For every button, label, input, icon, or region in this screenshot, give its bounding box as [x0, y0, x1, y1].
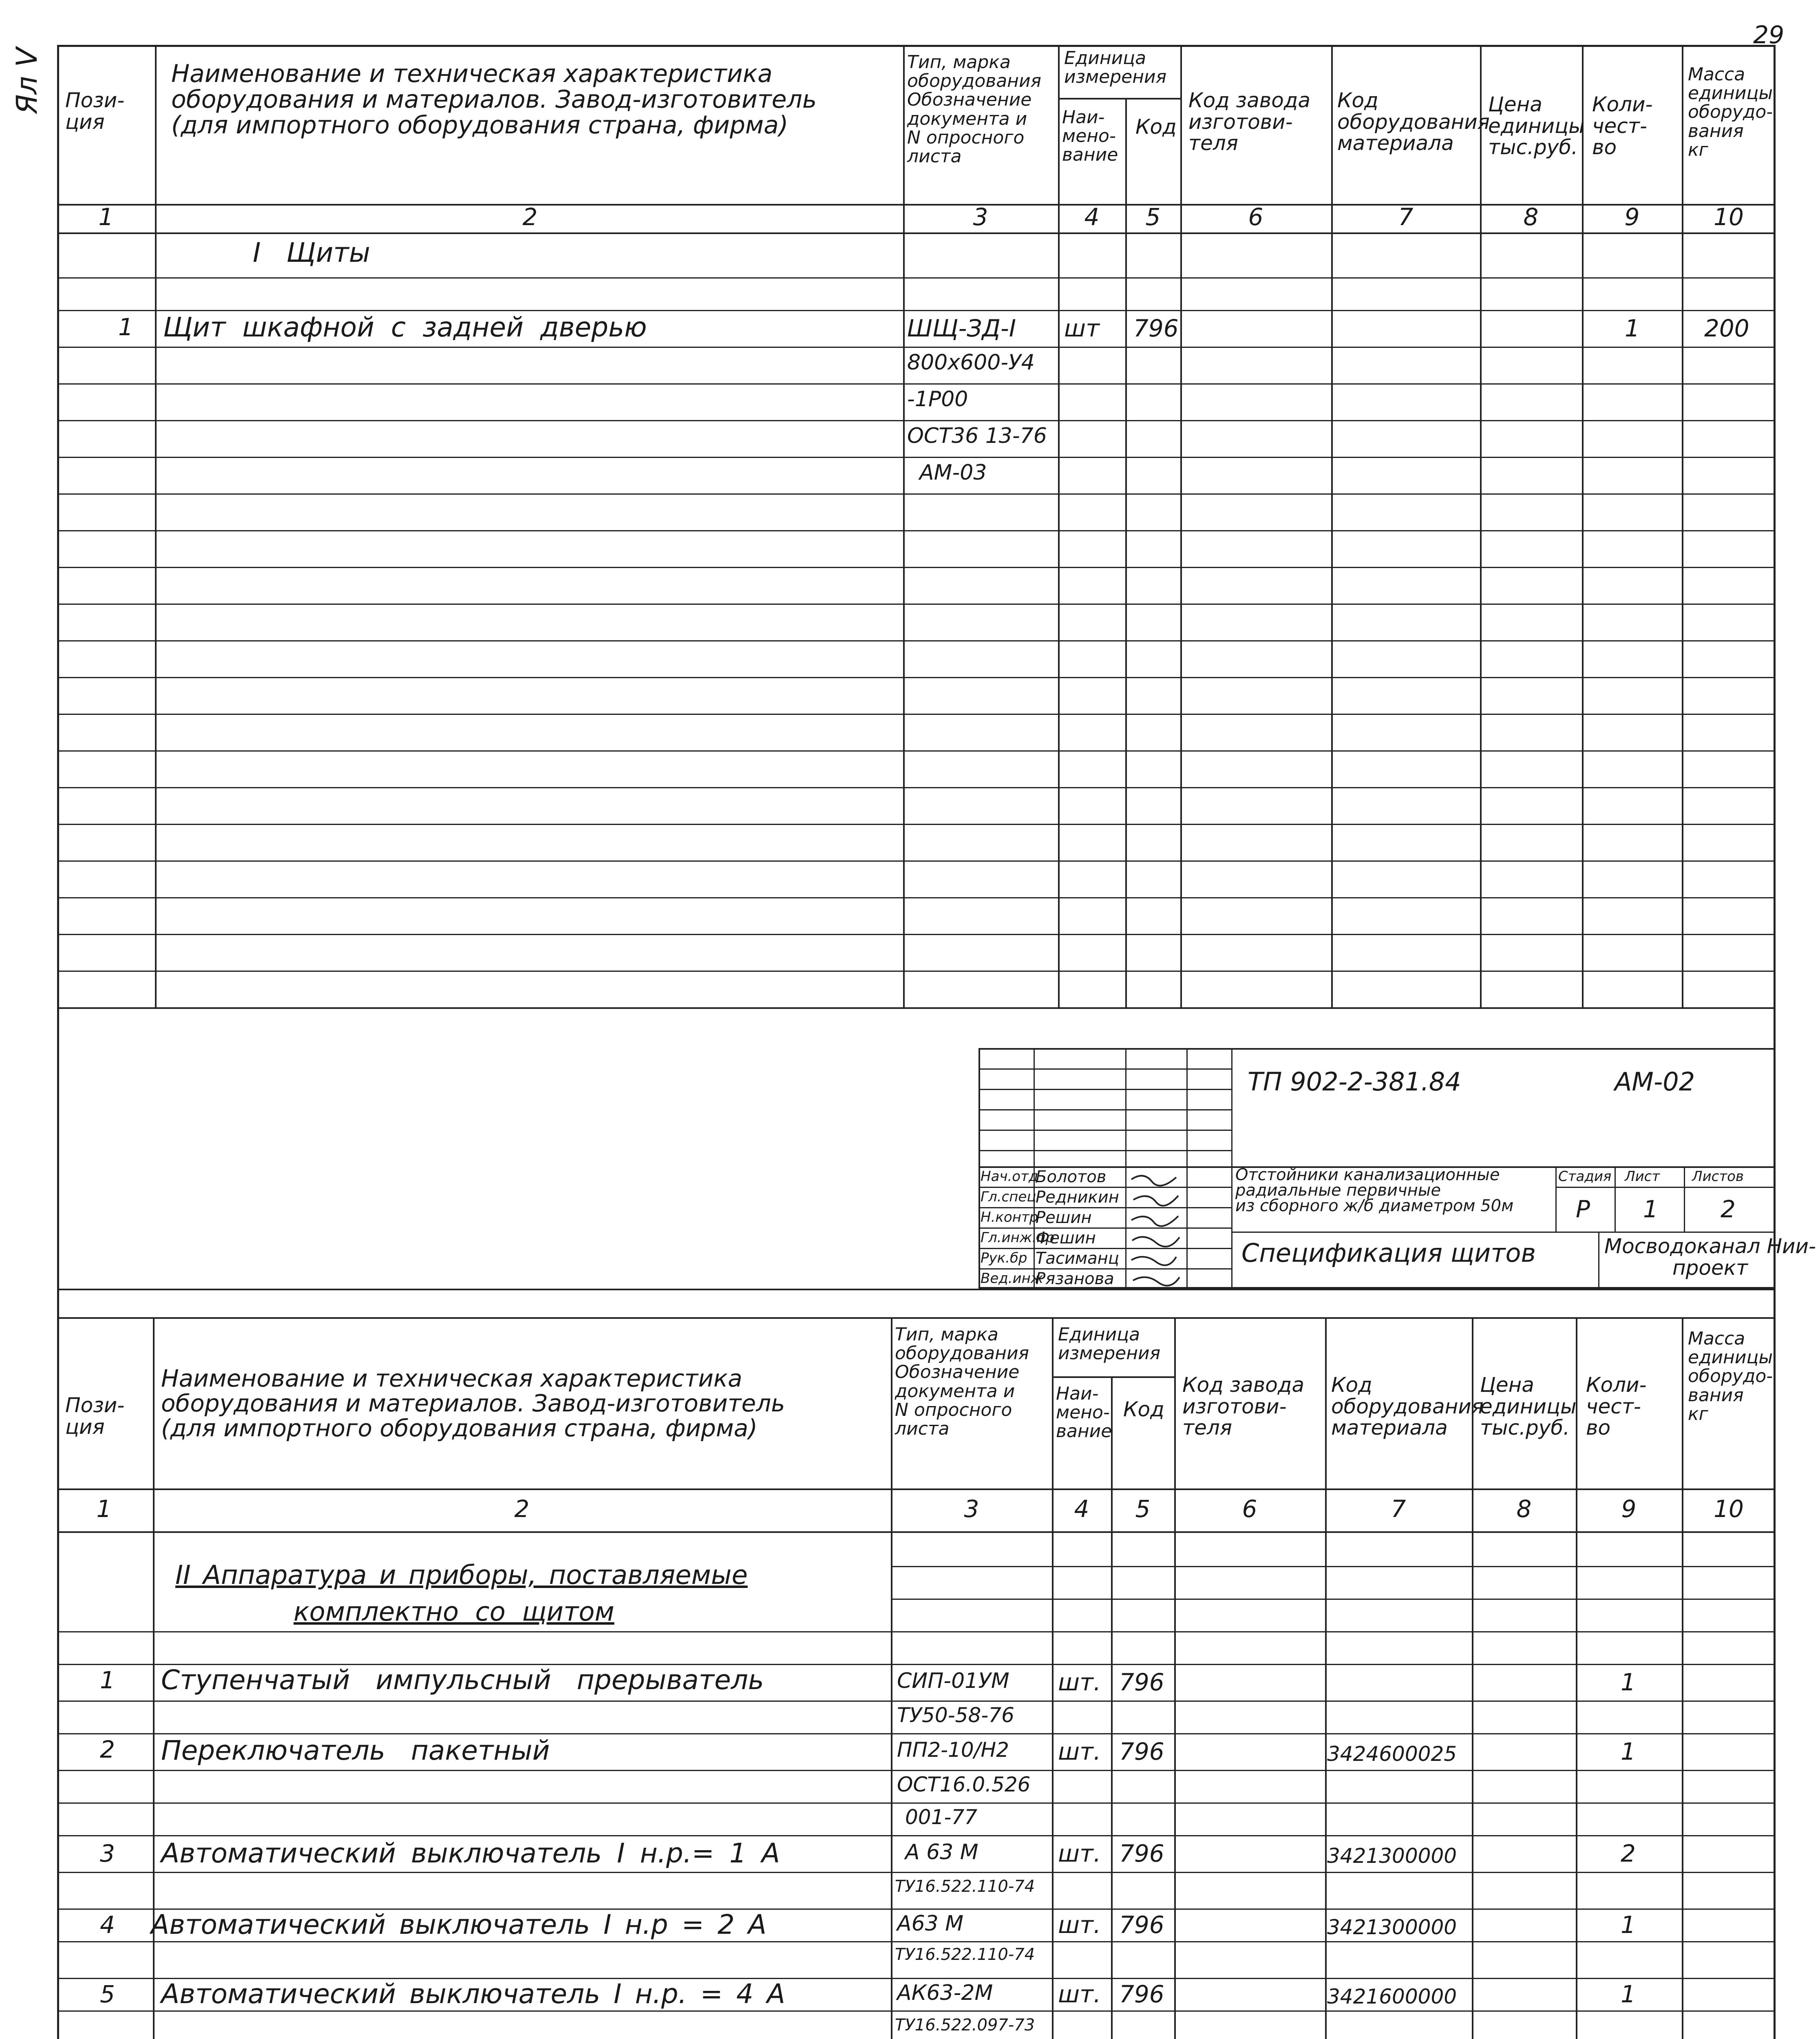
stamp-name-2: Редникин — [1036, 1188, 1119, 1207]
stamp-name-5: Тасиманц — [1036, 1249, 1119, 1268]
t2-row5-type: 001-77 — [905, 1805, 978, 1829]
t2-row8-type: А63 М — [897, 1911, 964, 1936]
col-unit-header: Единица измерения — [1064, 48, 1167, 88]
t2-row6-name: Автоматический выключатель I н.р.= 1 А — [161, 1838, 780, 1869]
t2-colnum-9: 9 — [1621, 1495, 1637, 1523]
table2-section-line2: комплектно со щитом — [294, 1597, 614, 1627]
t2-row10-qty: 1 — [1621, 1980, 1636, 2008]
col-price-header: Цена единицы тыс.руб. — [1488, 93, 1585, 159]
table1-section: I Щиты — [253, 237, 371, 268]
colnum-2: 2 — [522, 203, 538, 231]
colnum-4: 4 — [1084, 203, 1100, 231]
stamp-role-6: Вед.инж — [981, 1270, 1043, 1287]
stamp-sheet-label: Лист — [1625, 1168, 1660, 1185]
table1-row1-pos: 1 — [118, 313, 133, 341]
t2-colnum-7: 7 — [1391, 1495, 1406, 1523]
table2-section-line1: II Аппаратура и приборы, поставляемые — [175, 1560, 748, 1590]
t2-row3-equip: 3424600025 — [1327, 1742, 1457, 1766]
col-unit-code-header: Код — [1135, 115, 1177, 139]
colnum-1: 1 — [98, 203, 114, 231]
t2-row1-unit: шт. — [1058, 1668, 1101, 1696]
t2-row8-equip: 3421300000 — [1327, 1915, 1457, 1939]
t2-row1-pos: 1 — [100, 1666, 115, 1694]
colnum-6: 6 — [1248, 203, 1263, 231]
t2-row7-type: ТУ16.522.110-74 — [895, 1877, 1035, 1896]
t2-col-unit-name-header: Наи- мено- вание — [1056, 1383, 1112, 1442]
stamp-name-6: Рязанова — [1036, 1269, 1114, 1288]
stamp-sheets-label: Листов — [1692, 1168, 1744, 1185]
table1-row1-qty: 1 — [1625, 314, 1640, 342]
stamp-stage: Р — [1576, 1195, 1590, 1223]
table1-row1-unit: шт — [1064, 314, 1100, 342]
t2-col-unit-code-header: Код — [1123, 1398, 1164, 1421]
t2-row1-code: 796 — [1119, 1668, 1164, 1696]
t2-row10-code: 796 — [1119, 1980, 1164, 2008]
t2-colnum-5: 5 — [1135, 1495, 1151, 1523]
t2-row3-unit: шт. — [1058, 1738, 1101, 1765]
stamp-role-2: Гл.спец — [981, 1189, 1036, 1205]
stamp-role-3: Н.контр — [981, 1209, 1038, 1225]
t2-col-maker-code-header: Код завода изготови- теля — [1182, 1373, 1305, 1440]
t2-row2-type: ТУ50-58-76 — [897, 1703, 1014, 1727]
table1-row1-type: ШЩ-ЗД-I — [907, 314, 1016, 342]
t2-colnum-2: 2 — [514, 1495, 530, 1523]
stamp-name-4: Фешин — [1036, 1229, 1096, 1247]
stamp-name-3: Решин — [1036, 1208, 1092, 1227]
stamp-stage-label: Стадия — [1558, 1168, 1612, 1185]
t2-colnum-1: 1 — [96, 1495, 112, 1523]
table1-row2-type: 800х600-У4 — [907, 350, 1035, 375]
t2-row8-name: Автоматический выключатель I н.р = 2 А — [151, 1909, 766, 1940]
stamp-role-1: Нач.отд — [981, 1168, 1038, 1185]
t2-row6-qty: 2 — [1621, 1840, 1636, 1867]
col-maker-code-header: Код завода изготови- теля — [1188, 88, 1311, 155]
t2-colnum-4: 4 — [1074, 1495, 1089, 1523]
col-type-header: Тип, марка оборудования Обозначение документа и N опросного листа — [907, 52, 1042, 167]
stamp-sheet-code: АМ-02 — [1615, 1067, 1695, 1097]
stamp-role-5: Рук.бр — [981, 1250, 1027, 1266]
col-pos-header: Пози- ция — [65, 88, 125, 134]
t2-row8-pos: 4 — [100, 1911, 115, 1939]
stamp-object-name: Отстойники канализационные радиальные первичные из сборного ж/б диаметром 50м — [1235, 1165, 1514, 1215]
t2-row3-type: ПП2-10/Н2 — [897, 1738, 1009, 1762]
t2-col-unit-header: Единица измерения — [1058, 1324, 1161, 1364]
t2-row10-name: Автоматический выключатель I н.р. = 4 А — [161, 1978, 785, 2010]
t2-row1-name: Ступенчатый импульсный прерыватель — [161, 1664, 764, 1696]
colnum-3: 3 — [973, 203, 988, 231]
t2-row8-unit: шт. — [1058, 1911, 1101, 1939]
stamp-sheet: 1 — [1643, 1195, 1658, 1223]
t2-col-name-header: Наименование и техническая характеристика оборудования и материалов. Завод-изготовитель (для импортного оборудования страна, фирма) — [161, 1364, 785, 1442]
t2-row6-pos: 3 — [100, 1840, 115, 1867]
stamp-org: Мосводоканал Нии- проект — [1604, 1234, 1816, 1280]
t2-row9-type: ТУ16.522.110-74 — [895, 1945, 1035, 1964]
t2-row11-type: ТУ16.522.097-73 — [895, 2016, 1035, 2035]
t2-col-equip-code-header: Код оборудования материала — [1331, 1373, 1484, 1440]
t2-row6-type: А 63 М — [905, 1840, 978, 1864]
stamp-name-1: Болотов — [1036, 1168, 1107, 1186]
t2-row6-code: 796 — [1119, 1840, 1164, 1867]
t2-row8-code: 796 — [1119, 1911, 1164, 1939]
table1-row4-type: ОСТ36 13-76 — [907, 424, 1047, 448]
col-qty-header: Коли- чест- во — [1592, 93, 1653, 159]
stamp-doc-code: ТП 902-2-381.84 — [1248, 1067, 1461, 1097]
colnum-5: 5 — [1145, 203, 1161, 231]
page-number: 29 — [1753, 21, 1785, 49]
stamp-role-4: Гл.инж.пр — [981, 1230, 1055, 1246]
table1-row1-code: 796 — [1133, 314, 1179, 342]
colnum-10: 10 — [1714, 203, 1744, 231]
t2-row3-code: 796 — [1119, 1738, 1164, 1765]
colnum-8: 8 — [1523, 203, 1539, 231]
colnum-9: 9 — [1624, 203, 1640, 231]
stamp-title: Спецификация щитов — [1241, 1238, 1536, 1268]
t2-colnum-3: 3 — [964, 1495, 979, 1523]
table1-row5-type: АМ-03 — [919, 460, 987, 485]
table1-row3-type: -1Р00 — [907, 387, 968, 411]
col-name-header: Наименование и техническая характеристика оборудования и материалов. Завод-изготовитель (для импортного оборудования страна, фирма) — [171, 60, 817, 139]
stamp-sheets: 2 — [1721, 1195, 1736, 1223]
t2-row10-type: АК63-2М — [897, 1981, 993, 2005]
col-unit-name-header: Наи- мено- вание — [1062, 107, 1118, 166]
t2-row3-name: Переключатель пакетный — [161, 1735, 550, 1766]
margin-note: Ял V — [10, 47, 44, 114]
t2-row6-unit: шт. — [1058, 1840, 1101, 1867]
t2-row1-qty: 1 — [1621, 1668, 1636, 1696]
t2-row3-pos: 2 — [100, 1736, 115, 1763]
t2-col-type-header: Тип, марка оборудования Обозначение документа и N опросного листа — [895, 1324, 1029, 1439]
t2-col-price-header: Цена единицы тыс.руб. — [1480, 1373, 1577, 1440]
t2-row10-unit: шт. — [1058, 1980, 1101, 2008]
t2-colnum-10: 10 — [1714, 1495, 1744, 1523]
t2-colnum-6: 6 — [1242, 1495, 1257, 1523]
t2-row4-type: ОСТ16.0.526 — [897, 1773, 1031, 1796]
t2-row10-pos: 5 — [100, 1980, 115, 2008]
t2-colnum-8: 8 — [1516, 1495, 1532, 1523]
col-equip-code-header: Код оборудования материала — [1337, 88, 1490, 155]
t2-row3-qty: 1 — [1621, 1738, 1636, 1765]
t2-col-pos-header: Пози- ция — [65, 1393, 125, 1439]
signature-marks — [1127, 1167, 1184, 1287]
table1-row1-name: Щит шкафной с задней дверью — [163, 312, 647, 343]
t2-row1-type: СИП-01УМ — [897, 1669, 1009, 1693]
table1-row1-mass: 200 — [1704, 314, 1749, 342]
colnum-7: 7 — [1398, 203, 1414, 231]
t2-col-mass-header: Масса единицы оборудо- вания кг — [1688, 1328, 1773, 1424]
t2-row8-qty: 1 — [1621, 1911, 1636, 1939]
t2-col-qty-header: Коли- чест- во — [1586, 1373, 1647, 1440]
t2-row6-equip: 3421300000 — [1327, 1844, 1457, 1868]
t2-row10-equip: 3421600000 — [1327, 1985, 1457, 2008]
col-mass-header: Масса единицы оборудо- вания кг — [1688, 64, 1773, 160]
